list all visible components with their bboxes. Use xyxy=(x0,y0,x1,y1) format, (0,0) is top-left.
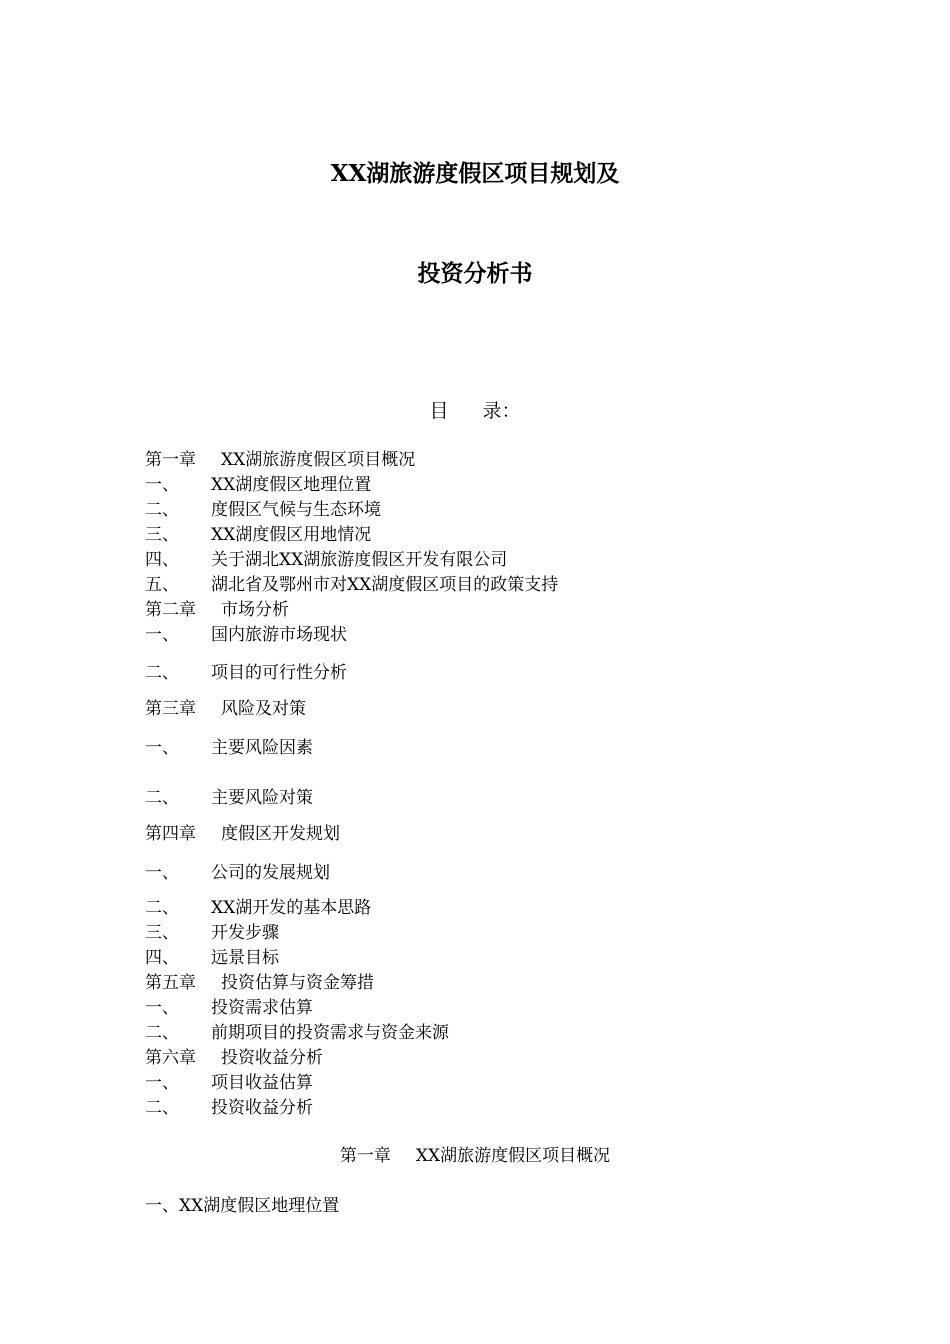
toc-heading-part1: 目 xyxy=(429,400,449,422)
toc-section-line xyxy=(145,624,347,646)
toc-section-line xyxy=(145,1072,313,1094)
toc-section-line xyxy=(145,947,279,969)
toc-item-title: 主要风险因素 xyxy=(211,738,313,758)
toc-item-number: 二、 xyxy=(145,1098,179,1118)
toc-item-title: 项目收益估算 xyxy=(211,1073,313,1093)
chapter1-heading-text: XX湖旅游度假区项目概况 xyxy=(415,1146,611,1166)
toc-item-title: 前期项目的投资需求与资金来源 xyxy=(211,1023,449,1043)
section1-heading: 一、XX湖度假区地理位置 xyxy=(145,1196,340,1216)
toc-item-title: 风险及对策 xyxy=(221,699,306,719)
toc-item-number: 四、 xyxy=(145,550,179,570)
toc-item-title: 开发步骤 xyxy=(211,923,279,943)
toc-item-number: 三、 xyxy=(145,923,179,943)
toc-item-title: 国内旅游市场现状 xyxy=(211,625,347,645)
toc-item-number: 五、 xyxy=(145,575,179,595)
toc-item-title: 投资收益分析 xyxy=(221,1048,323,1068)
chapter1-heading-num: 第一章 xyxy=(339,1146,391,1166)
toc-item-title: XX湖开发的基本思路 xyxy=(211,898,372,918)
toc-item-number: 三、 xyxy=(145,525,179,545)
toc-item-number: 第二章 xyxy=(145,600,196,620)
toc-item-number: 一、 xyxy=(145,998,179,1018)
toc-item-title: 度假区开发规划 xyxy=(221,824,340,844)
toc-item-title: XX湖度假区用地情况 xyxy=(211,525,372,545)
toc-item-number: 第三章 xyxy=(145,699,196,719)
toc-chapter-line xyxy=(145,599,289,621)
toc-section-line xyxy=(145,1097,313,1119)
toc-item-title: 项目的可行性分析 xyxy=(211,663,347,683)
toc-section-line xyxy=(145,662,347,684)
toc-item-title: XX湖旅游度假区项目概况 xyxy=(221,450,416,470)
toc-chapter-line xyxy=(145,823,340,845)
toc-item-title: 远景目标 xyxy=(211,948,279,968)
toc-item-number: 一、 xyxy=(145,738,179,758)
toc-section-line xyxy=(145,862,330,884)
toc-item-number: 二、 xyxy=(145,500,179,520)
toc-chapter-line xyxy=(145,698,306,720)
toc-item-number: 二、 xyxy=(145,898,179,918)
toc-item-number: 二、 xyxy=(145,663,179,683)
toc-heading-part2: 录： xyxy=(482,400,521,422)
toc-heading xyxy=(0,399,950,423)
toc-section-line xyxy=(145,549,507,571)
toc-item-number: 第五章 xyxy=(145,973,196,993)
toc-section-line xyxy=(145,737,313,759)
toc-item-title: 关于湖北XX湖旅游度假区开发有限公司 xyxy=(211,550,508,570)
toc-item-title: 主要风险对策 xyxy=(211,788,313,808)
toc-item-number: 二、 xyxy=(145,788,179,808)
toc-section-line xyxy=(145,922,279,944)
chapter1-heading xyxy=(0,1145,950,1167)
toc-item-title: 投资需求估算 xyxy=(211,998,313,1018)
toc-chapter-line xyxy=(145,972,374,994)
toc-item-title: 度假区气候与生态环境 xyxy=(211,500,381,520)
document-title-line1: XX湖旅游度假区项目规划及 xyxy=(330,160,620,187)
toc-item-number: 第六章 xyxy=(145,1048,196,1068)
toc-item-title: 投资收益分析 xyxy=(211,1098,313,1118)
toc-chapter-line xyxy=(145,449,415,471)
toc-item-title: 投资估算与资金筹措 xyxy=(221,973,374,993)
toc-item-title: 湖北省及鄂州市对XX湖度假区项目的政策支持 xyxy=(211,575,559,595)
toc-item-number: 一、 xyxy=(145,625,179,645)
toc-section-line xyxy=(145,1022,449,1044)
toc-section-line xyxy=(145,524,371,546)
toc-chapter-line xyxy=(145,1047,323,1069)
toc-section-line xyxy=(145,474,371,496)
toc-item-number: 一、 xyxy=(145,475,179,495)
document-title-line2: 投资分析书 xyxy=(417,260,533,287)
toc-item-number: 第一章 xyxy=(145,450,196,470)
toc-item-number: 四、 xyxy=(145,948,179,968)
toc-item-number: 第四章 xyxy=(145,824,196,844)
toc-section-line xyxy=(145,897,371,919)
toc-item-number: 一、 xyxy=(145,1073,179,1093)
toc-item-title: 公司的发展规划 xyxy=(211,863,330,883)
toc-item-number: 二、 xyxy=(145,1023,179,1043)
toc-section-line xyxy=(145,574,558,596)
toc-section-line xyxy=(145,787,313,809)
toc-item-title: 市场分析 xyxy=(221,600,289,620)
toc-section-line xyxy=(145,499,381,521)
toc-item-title: XX湖度假区地理位置 xyxy=(211,475,372,495)
toc-item-number: 一、 xyxy=(145,863,179,883)
toc-section-line xyxy=(145,997,313,1019)
